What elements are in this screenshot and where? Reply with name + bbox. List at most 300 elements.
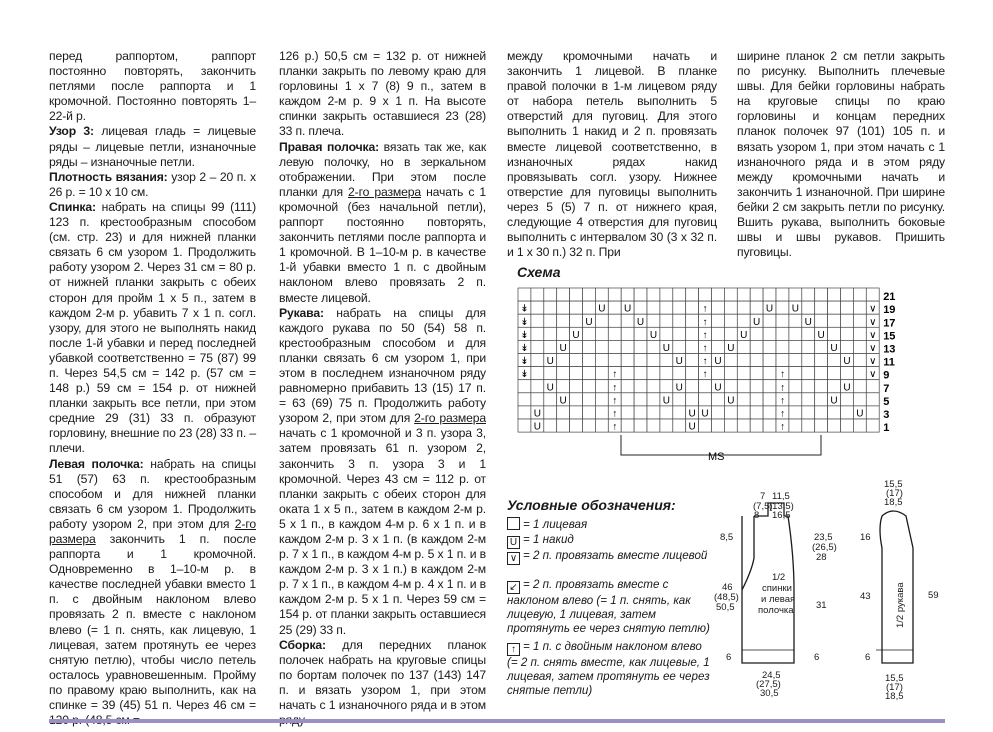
row-number: 9 [883,369,890,382]
chart-cell [853,393,866,406]
chart-cell [647,354,660,367]
chart-cell [750,327,763,340]
chart-cell [712,340,725,353]
chart-cell [737,340,750,353]
chart-cell [557,327,570,340]
chart-cell [737,288,750,301]
legend-item-double-decrease [507,640,712,697]
paragraph: ширине планок 2 см петли закрыть по рисунку. Выполнить плечевые швы. Для бейки горловины набрать на круговые спицы по краю горловины и концам передних планок полочек 97 (101) 105 п. и вязать узором 1, при этом начать с 1 изнаночного ряда и в этом ряду между кромочными начать и закончить 1 изнаночной. При ширине бейки 2 см закрыть петли по рисунку. Вшить рукава, выполнить боковые швы и швы рукавов. Пришить пуговицы. [737,49,945,260]
chart-cell [531,301,544,314]
chart-cell [828,301,841,314]
chart-cell [634,380,647,393]
chart-symbol: ∨ [869,329,877,341]
chart-symbol: U [843,356,851,368]
dim-label: 8,5 [720,532,734,543]
chart-cell [802,288,815,301]
chart-cell [789,393,802,406]
chart-cell [595,419,608,432]
chart-cell [802,340,815,353]
chart-cell [621,327,634,340]
legend-text: = 2 п. провязать вместе с наклоном влево (= 1 п. снять, как лицевую, 1 лицевая, затем протянуть ее через снятую петлю) [507,578,710,635]
chart-cell [724,314,737,327]
chart-cell [750,340,763,353]
chart-cell [583,419,596,432]
chart-cell [712,419,725,432]
chart-cell [583,393,596,406]
dim-label: (17) [886,682,903,693]
chart-symbol: U [688,408,696,420]
chart-cell [789,354,802,367]
chart-cell [686,354,699,367]
chart-cell [557,354,570,367]
chart-cell [583,406,596,419]
chart-symbol: U [714,356,722,368]
chart-symbol: ↡ [520,369,529,381]
chart-cell [763,288,776,301]
chart-cell [634,327,647,340]
dim-label: (13,5) [769,501,794,512]
chart-cell [557,367,570,380]
chart-cell [557,406,570,419]
dim-label: 59 [928,590,939,601]
chart-symbol: ↑ [612,382,618,394]
chart-cell [737,367,750,380]
chart-cell [712,327,725,340]
chart-cell [544,301,557,314]
chart-cell [660,301,673,314]
chart-cell [686,367,699,380]
chart-cell [660,288,673,301]
chart-symbol: ↑ [779,395,785,407]
chart-cell [866,380,879,393]
chart-cell [853,380,866,393]
dim-label: 16 [860,532,871,543]
ssk-icon: ↙ [507,581,520,594]
chart-cell [621,314,634,327]
dim-label: 7 [760,491,766,502]
chart-cell [557,419,570,432]
chart-grid [518,288,879,432]
chart-cell [724,380,737,393]
chart-symbol: U [843,382,851,394]
chart-cell [737,406,750,419]
chart-cell [583,367,596,380]
chart-cell [841,419,854,432]
chart-symbol: ↑ [702,356,708,368]
piece-label: полочка [758,605,794,616]
legend-text: = 1 накид [523,533,574,546]
chart-symbol: ↑ [779,369,785,381]
chart-cell [634,288,647,301]
chart-cell [853,367,866,380]
chart-symbol: U [830,343,838,354]
chart-cell [621,393,634,406]
chart-cell [712,406,725,419]
heading: Узор 3: [49,124,94,139]
chart-cell [518,406,531,419]
chart-symbol: U [740,329,748,341]
chart-cell [557,301,570,314]
row-numbers [883,291,895,434]
piece-label: и левая [761,594,796,605]
chart-cell [660,367,673,380]
chart-cell [544,327,557,340]
chart-cell [763,314,776,327]
chart-cell [647,301,660,314]
chart-symbol: U [753,316,761,328]
row-number: 1 [883,422,890,435]
chart-cell [828,288,841,301]
chart-cell [660,406,673,419]
chart-symbol: U [598,303,606,315]
chart-cell [647,393,660,406]
chart-cell [518,288,531,301]
chart-symbol: U [791,303,799,315]
chart-symbol: ↑ [612,369,618,381]
chart-cell [570,340,583,353]
chart-cell [531,393,544,406]
chart-cell [583,380,596,393]
heading: Правая полочка: [279,139,380,154]
chart-cell [802,419,815,432]
chart-symbol: U [714,382,722,394]
chart-cell [621,419,634,432]
chart-symbol: U [546,382,554,394]
chart-cell [595,314,608,327]
legend-text: = 1 п. с двойным наклоном влево (= 2 п. снять вместе, как лицевые, 1 лицевая, затем протянуть ее через снятые петли) [507,640,710,697]
chart-symbol: U [830,395,838,407]
bottom-rule [49,719,945,723]
paragraph: перед раппортом, раппорт постоянно повторять, закончить петлями после раппорта и 1 кромочной. Постоянно повторять 1–22-й р. [49,49,256,124]
knit-symbol-icon [507,517,520,530]
paragraph [279,306,486,638]
chart-symbol: U [533,408,541,420]
dim-label: 18,5 [884,497,903,508]
chart-cell [634,301,647,314]
chart-cell [570,406,583,419]
chart-cell [802,327,815,340]
chart-cell [660,314,673,327]
chart-cell [570,301,583,314]
chart-cell [544,406,557,419]
dim-label: 50,5 [716,602,735,613]
dim-label: 43 [860,591,871,602]
chart-symbol: ↑ [612,408,618,420]
chart-cell [802,301,815,314]
text: начать с 1 кромочной и 3 п. узора 3, затем провязать 61 п. узором 2, закончить 3 п. узора 3 и 1 кромочной. Через 43 см = 112 р. от планки закрыть с обеих сторон для оката 1 х 5 п., затем в каждом 2-м р. 5 х 1 п., в каждом 4-м р. 6 х 1 п. и в каждом 2-м р. 3 х 1 п. (в каждом 2-м р. 7 х 1 п., в каждом 4-м р. 5 х 1 п. и в каждом 2-м р. 3 х 1 п.) в каждом 2-м р. 7 х 1 п., в каждом 4-м р. 4 х 1 п. и в каждом 2-м р. 5 х 1 п. Через 59 см = 154 р. от планки закрыть оставшиеся 25 (29) 33 п. [279,426,486,637]
legend-title: Условные обозначения: [507,497,676,513]
chart-cell [841,340,854,353]
chart-cell [828,367,841,380]
text-column-2 [279,49,486,728]
chart-cell [621,380,634,393]
chart-symbol: U [559,343,567,354]
chart-cell [828,406,841,419]
chart-cell [841,301,854,314]
chart-cell [724,419,737,432]
chart-cell [802,380,815,393]
chart-symbol: U [636,316,645,328]
chart-cell [763,393,776,406]
chart-symbol: U [585,316,593,328]
row-number: 13 [883,343,896,356]
chart-symbol: ↡ [520,329,529,341]
chart-cell [737,393,750,406]
chart-symbol: ∨ [869,369,877,381]
chart-cell [595,340,608,353]
text: набрать на спицы для каждого рукава по 50 (54) 58 п. крестообразным способом и для планки связать 6 см узором 1, при этом в последнем изнаночном ряду равномерно прибавить 13 (15) 17 п. = 63 (69) 75 п. Продолжить работу узором 2, при этом для [279,305,486,426]
chart-cell [699,419,712,432]
paragraph [49,200,256,457]
chart-symbol: ↑ [779,421,785,433]
chart-cell [673,406,686,419]
chart-cell [724,288,737,301]
chart-cell [712,288,725,301]
chart-symbol: ↡ [520,343,529,354]
scheme-title: Схема [517,264,561,280]
chart-cell [686,393,699,406]
chart-cell [634,367,647,380]
chart-cell [595,327,608,340]
paragraph [279,140,486,306]
chart-cell [853,301,866,314]
chart-cell [647,288,660,301]
chart-cell [686,327,699,340]
chart-cell [763,327,776,340]
chart-cell [660,380,673,393]
dim-label: 46 [722,582,733,593]
legend-item-knit [507,517,712,532]
chart-cell [866,419,879,432]
chart-cell [815,288,828,301]
chart-cell [518,380,531,393]
heading: Сборка: [279,637,326,652]
chart-cell [866,406,879,419]
row-number: 21 [883,291,896,304]
chart-cell [750,380,763,393]
text: закончить 1 п. после раппорта и 1 кромочной. Одновременно в 1–10-м р. в качестве последней убавки вместо 1 п. с двойным наклоном влево провязать 2 п. вместе с наклоном влево (= 1 п. снять, как лицевую, 1 лицевая, затем протянуть ее через снятую петлю), чтобы число петель осталось уравновешенным. Пройму по правому краю выполнить, как на спинке = 39 (45) 51 п. Через 46 см = [49,532,256,713]
chart-cell [531,354,544,367]
chart-cell [673,419,686,432]
double-decrease-icon: ↑ [507,643,520,656]
chart-cell [828,380,841,393]
dim-label: (27,5) [756,679,781,690]
chart-symbol: U [624,303,632,315]
chart-cell [776,288,789,301]
piece-label: 1/2 [772,572,786,583]
chart-cell [647,380,660,393]
chart-cell [621,288,634,301]
chart-cell [763,367,776,380]
chart-cell [776,327,789,340]
chart-cell [763,340,776,353]
chart-cell [828,419,841,432]
repeat-bracket [621,435,821,463]
chart-cell [557,380,570,393]
chart-cell [815,406,828,419]
chart-cell [828,354,841,367]
chart-cell [750,393,763,406]
chart-cell [686,380,699,393]
row-number: 3 [883,409,890,421]
chart-cell [712,393,725,406]
chart-cell [763,419,776,432]
chart-cell [531,367,544,380]
text: вязать так же, как левую полочку, но в зеркальном отображении. При этом после планки для [279,139,486,199]
chart-cell [737,354,750,367]
chart-symbol: U [572,329,580,341]
yarn-over-icon: U [507,536,520,549]
chart-symbol: ∨ [869,303,877,315]
piece-label: спинки [762,583,792,594]
dim-label: 23,5 [814,532,833,543]
chart-cell [647,406,660,419]
chart-cell [841,367,854,380]
row-number: 19 [883,304,896,317]
chart-cell [570,380,583,393]
chart-cell [841,406,854,419]
chart-cell [544,419,557,432]
heading: Плотность вязания: [49,169,168,184]
chart-cell [750,367,763,380]
dim-label: 28 [816,552,827,563]
chart-cell [634,340,647,353]
chart-cell [828,327,841,340]
chart-cell [660,419,673,432]
chart-cell [570,393,583,406]
chart-symbol: U [727,395,735,407]
chart-cell [544,314,557,327]
chart-cell [673,393,686,406]
chart-cell [815,380,828,393]
chart-cell [660,327,673,340]
dim-label: 6 [814,652,820,663]
heading: Спинка: [49,199,96,214]
chart-cell [712,301,725,314]
chart-symbol: U [856,408,864,420]
chart-cell [531,380,544,393]
dim-label: 15,5 [885,673,904,684]
chart-cell [634,393,647,406]
chart-symbol: ↡ [520,316,529,328]
chart-cell [815,301,828,314]
chart-cell [789,367,802,380]
chart-cell [737,380,750,393]
chart-cell [570,288,583,301]
chart-symbol: ↑ [702,343,708,354]
chart-cell [608,288,621,301]
chart-cell [647,367,660,380]
chart-cell [570,367,583,380]
chart-cell [673,314,686,327]
chart-cell [712,367,725,380]
row-number: 7 [883,382,890,395]
chart-cell [608,301,621,314]
text-column-4 [737,49,945,260]
chart-cell [699,393,712,406]
underlined-text: 2-го размера [348,184,421,199]
chart-cell [673,340,686,353]
chart-cell [595,367,608,380]
chart-cell [763,380,776,393]
chart-cell [621,340,634,353]
dim-label: 6 [726,652,732,663]
dim-label: 18,5 [885,691,904,702]
chart-cell [763,354,776,367]
chart-cell [686,301,699,314]
chart-symbol: U [662,395,670,407]
dim-label: (48,5) [714,592,739,603]
chart-cell [815,354,828,367]
knitting-chart [515,285,910,465]
chart-cell [802,393,815,406]
chart-cell [724,367,737,380]
chart-cell [699,288,712,301]
underlined-text: 2-го размера [414,411,486,426]
chart-cell [595,354,608,367]
chart-cell [724,301,737,314]
chart-symbol: U [662,343,670,354]
chart-cell [866,393,879,406]
paragraph [49,170,256,200]
chart-cell [789,327,802,340]
pattern-diagrams [710,478,950,713]
dim-label: 31 [816,600,827,611]
chart-symbol: ↑ [702,303,708,315]
chart-cell [544,367,557,380]
chart-cell [763,406,776,419]
chart-cell [853,419,866,432]
chart-cell [583,327,596,340]
chart-cell [660,354,673,367]
chart-cell [647,340,660,353]
chart-symbol: U [675,356,683,368]
chart-cell [634,354,647,367]
chart-cell [686,314,699,327]
chart-cell [595,393,608,406]
chart-cell [866,288,879,301]
chart-cell [828,314,841,327]
chart-cell [750,301,763,314]
text-column-1 [49,49,256,728]
chart-cell [518,393,531,406]
chart-cell [531,327,544,340]
chart-cell [621,354,634,367]
paragraph: между кромочными начать и закончить 1 лицевой. В планке правой полочки в 1-м лицевом ряду от набора петель выполнить 5 отверстий для пуговиц. Для этого выполнить 1 накид и 2 п. провязать вместе лицевой соответственно, в изнаночных рядах накид провязывать согл. узору. Нижнее отверстие для пуговицы выполнить через 5 (5) 7 п. от нижнего края, следующие 4 отверстия для пуговиц выполнить с интервалом 30 (3 х 32 п. и 1 х 30 п.) 32 п. При [507,49,717,260]
chart-cell [686,340,699,353]
chart-symbol: U [649,329,658,341]
chart-cell [737,301,750,314]
chart-cell [686,288,699,301]
chart-symbol: ↡ [520,356,529,368]
chart-symbol: ↑ [779,408,785,420]
chart-symbol: ↡ [520,303,529,315]
chart-symbol: ↑ [612,395,618,407]
chart-cell [789,419,802,432]
chart-cell [802,367,815,380]
chart-cell [647,419,660,432]
text: лицевая гладь = лицевые ряды – лицевые петли, изнаночные ряды – изнаночные петли. [49,124,256,169]
row-number: 15 [883,330,896,343]
chart-cell [531,314,544,327]
chart-cell [841,327,854,340]
chart-cell [608,314,621,327]
chart-cell [595,288,608,301]
legend-text: = 2 п. провязать вместе лицевой [523,549,708,562]
chart-cell [531,288,544,301]
chart-cell [518,419,531,432]
paragraph [49,124,256,169]
